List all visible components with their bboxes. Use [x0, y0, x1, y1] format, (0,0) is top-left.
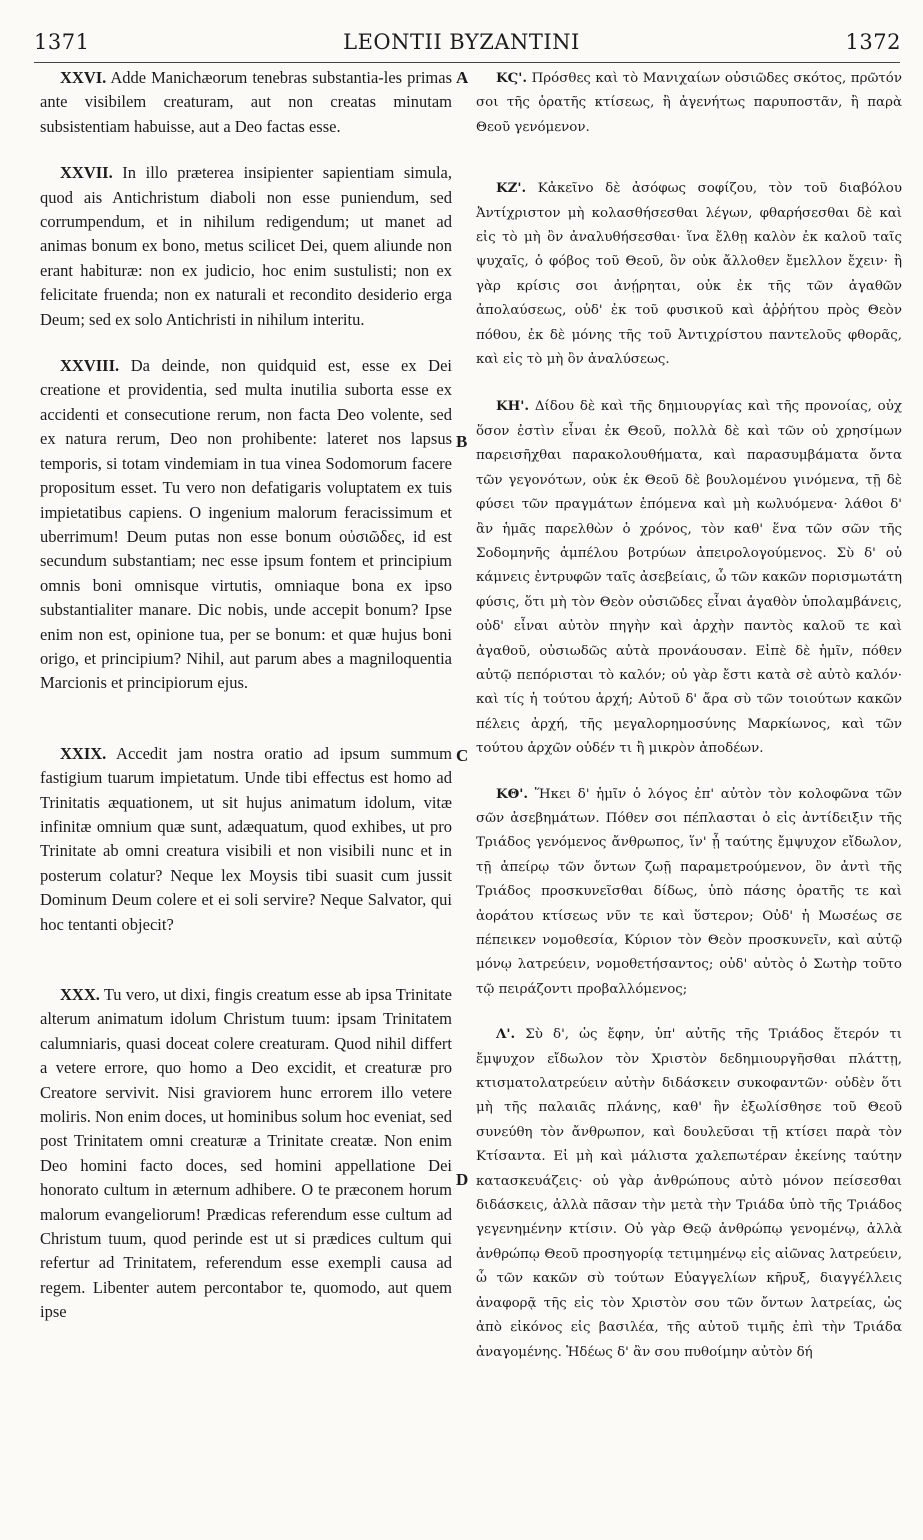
latin-column — [40, 66, 452, 1532]
section-text: Accedit jam nostra oratio ad ipsum summum fastigium tuarum impietatum. Unde tibi effectus est homo ad Trinitatis æquationem, ut sit hujus animatum idolum, vitæ infinitæ omnium quæ sunt, adæquatum, quod exhibes, ut pro Trinitate ab omni creatura visibili et non visibili nunc et in posterum colatur? Neque lex Moysis tibi suasit cum jussit Dominum Deum colere et ei soli servire? Neque Salvator, qui hoc tentanti objecit? — [40, 743, 452, 934]
margin-letter: D — [456, 1170, 469, 1189]
margin-letter: A — [456, 68, 469, 87]
section-text: Ἥκει δ' ἡμῖν ὁ λόγος ἐπ' αὐτὸν τὸν κολοφῶνα τῶν σῶν ἀσεβημάτων. Πόθεν σοι πέπλασται ὁ εἰς ἀντίδειξιν τῆς Τριάδος γενόμενος ἄνθρωπος, ἵν' ᾖ ταύτης ἔμψυχον εἴδωλον, τῇ ἀπείρῳ τῶν ὄντων ζωῇ παραμετρούμενον, ὃν ἀντὶ τῆς Τριάδος προσκυνεῖσθαι δίδως, ὑπὸ πάσης ὁρατῆς τε καὶ ἀοράτου κτίσεως νῦν τε καὶ ὕστερον; Οὐδ' ἡ Μωσέως σε πέπεικεν νομοθεσία, Κύριον τὸν Θεὸν προσκυνεῖν, καὶ αὐτῷ μόνῳ λατρεύειν, νομοθετήσαντος; οὐδ' αὐτὸς ὁ Σωτὴρ τοῦτο τῷ πειράζοντι προβαλλόμενος; — [476, 786, 902, 997]
greek-section — [476, 176, 902, 372]
section-number: ΚΖ'. — [496, 180, 527, 197]
latin-section — [40, 161, 452, 332]
section-number: ΚϚ'. — [496, 70, 528, 86]
section-number: XXIX. — [60, 743, 107, 763]
margin-letter: C — [456, 746, 469, 765]
latin-section — [40, 983, 452, 1325]
greek-column — [476, 66, 902, 1532]
running-title: LEONTII BYZANTINI — [343, 30, 580, 54]
latin-section — [40, 742, 452, 937]
section-number: XXX. — [60, 985, 100, 1004]
page-number-right: 1372 — [845, 30, 901, 54]
section-text: Σὺ δ', ὡς ἔφην, ὑπ' αὐτῆς τῆς Τριάδος ἕτερόν τι ἔμψυχον εἴδωλον τὸν Χριστὸν δεδημιουργῆσθαι πλάττῃ, κτισματολατρεύειν αὐτὴν διδάσκειν συκοφαντῶν· οὐδὲν ὅτι μὴ τῆς παλαιᾶς πλάνης, καθ' ἣν ἐξωλίσθησε τοῦ Θεοῦ συνεύθη τὸν ἄνθρωπον, καὶ δουλεῦσαι τῇ κτίσει παρὰ τὸν Κτίσαντα. Εἰ μὴ καὶ μάλιστα χαλεπωτέραν ἐκείνης ταύτην κατασκευάζεις· οὐ γὰρ ἀνθρώπους αὐτὸ μόνον πείσεσθαι διδάσκεις, ἀλλὰ πᾶσαν τὴν μετὰ τὴν Τριάδα ὑπὸ τῆς Τριάδος γεγενημένην κτίσιν. Οὐ γὰρ Θεῷ ἀνθρώπῳ γενομένῳ, ἀλλὰ ἀνθρώπῳ Θεοῦ προσηγορίᾳ τετιμημένῳ εἰς αἰῶνας λατρεύειν, ὦ τῶν κακῶν σὺ τούτων Εὐαγγελίων κῆρυξ, διαγγέλλεις ἀναφορᾷ τῆς εἰς τὸν Χριστὸν σου τῶν ὄντων λατρείας, ὡς ἀπὸ εἰκόνος εἰς βασιλέα, τῆς αὐτοῦ τιμῆς ἐπὶ τὴν Τριάδα ἀναγομένης. Ἡδέως δ' ἂν σου πυθοίμην αὐτὸν δή — [476, 1027, 902, 1360]
section-text: Adde Manichæorum tenebras substantia-les primas ante visibilem creaturam, aut non creatas minutam subsistentiam habuisse, aut a Deo factas esse. — [40, 68, 452, 136]
section-text: Δίδου δὲ καὶ τῆς δημιουργίας καὶ τῆς προνοίας, οὐχ ὅσον ἐστὶν εἶναι ἐκ Θεοῦ, πολλὰ δὲ καὶ τῶν οὐ χρησίμων παρεισῆχθαι παρακολουθήματα, καὶ παρασυμβάματα ὄντα τῶν γεγονότων, οὐκ ἐκ Θεοῦ δὲ βουλομένου γινόμενα, τῇ δὲ φύσει τῶν πραγμάτων ἑπόμενα καὶ μὴ κωλυόμενα· λάθοι δ' ἂν ἡμᾶς παρελθὼν ὁ χρόνος, τὸν καθ' ἕνα τῶν σῶν τῆς Σοδομηνῆς ἀμπέλου βοτρύων ἀπειρολογούμενος. Σὺ δ' οὐ κάμνεις ἐντρυφῶν ταῖς ἀσεβείαις, ὦ τῶν κακῶν πορισμωτάτη φύσις, ὅτι μὴ τὸν Θεὸν οὐσιῶδες εἶναι ἀγαθὸν ὑπολαμβάνεις, οὐδ' εἶναι αὐτὸν πηγὴν καὶ ἀρχὴν παντὸς καλοῦ τε καὶ ἀγαθοῦ, οὐσιωδῶς αὐτὰ προνάουσαν. Εἰπὲ δὲ ἡμῖν, πόθεν αὐτῷ πεπόρισται τὸ καλόν; οὐ γὰρ ἔστι κατὰ σὲ αὐτὸ καλόν· καὶ τίς ἡ τούτου ἀρχή; Αὐτοῦ δ' ἄρα σὺ τῶν τοιούτων κακῶν πέλεις ἀρχή, τῆς μεγαλορημοσύνης Μαρκίωνος, καὶ τῶν τούτου ἀρχῶν οὐδέν τι ἢ μικρὸν ἀποδέων. — [476, 399, 902, 757]
section-number: XXVIII. — [60, 356, 120, 376]
section-text: Πρόσθες καὶ τὸ Μανιχαίων οὐσιῶδες σκότος, πρῶτόν σοι τῆς ὁρατῆς κτίσεως, ἢ ἀγενήτως παρυποστᾶν, ἢ παρὰ Θεοῦ γενόμενον. — [476, 71, 902, 135]
latin-section — [40, 354, 452, 696]
section-number: ΚΗ'. — [496, 398, 530, 415]
section-text: Tu vero, ut dixi, fingis creatum esse ab ipsa Trinitate alterum animatum idolum Christum tuum: ipsam Trinitatem calumniaris, quasi doceat colere creaturam. Quod nihil differt a vetere errore, quo homo a Deo excidit, et creaturæ pro Creatore servivit. Nisi graviorem hunc errorem illo vetere moliris. Non enim doces, ut hominibus solum hoc eveniat, sed post Trinitatem omni creaturæ a Trinitate creatæ. Non enim Deo homini facto doces, sed homini appellatione Dei honorato cultum in æternum adhibere. O te præconem horum malorum evangeliorum! Prædicas referendum esse cultum ad Christum tuum, quod perinde est ut si prædices cultum qui refertur ad Trinitatem, referendum esse exempli causa ad regem. Libenter autem percontabor te, quomodo, aut quem ipse — [40, 985, 452, 1322]
latin-section — [40, 66, 452, 139]
margin-letter: B — [456, 432, 468, 451]
page-header — [0, 30, 923, 60]
greek-section — [476, 1022, 902, 1365]
page-number-left: 1371 — [34, 30, 90, 54]
section-text: Da deinde, non quidquid est, esse ex Dei creatione et providentia, sed multa inutilia suborta esse ex accidenti et consecutione rerum, non facta Deo volente, sed ex natura rerum, Deo non prohibente: lateret nos lapsus temporis, si totam vindemiam in tua vinea Sodomorum facere propositum esset. Tu vero non defatigaris voluptatem ex tuis impietatibus capiens. O ingenium malorum feracissimum et uberrimum! Deum putas non esse bonum οὐσιῶδες, id est secundum substantiam; nec esse ipsum fontem et principium omnis boni omnisque virtutis, omniaque bona ex ipso substantialiter manare. Dic nobis, unde accepit bonum? Ipse enim non est, opinione tua, per se bonum: et quæ hujus boni origo, et principium? Nihil, aut parum abes a magniloquentia Marcionis et principiorum ejus. — [40, 356, 452, 693]
section-number: ΚΘ'. — [496, 785, 529, 802]
greek-section — [476, 782, 902, 1003]
header-rule — [34, 62, 900, 63]
section-text: In illo præterea insipienter sapientiam simula, quod ais Antichristum diaboli non esse puniendum, sed corrumpendum, et in nihilum redigendum; ut manet ad animas bonum ex bono, metus scilicet Dei, quem aliunde non erant habituræ: non ex judicio, hoc enim sustulisti; non ex felicitate fruenda; non ex naturali et recondito desiderio erga Deum; sed ex solo Antichristi in nihilum interitu. — [40, 163, 452, 329]
section-number: XXVII. — [60, 163, 113, 183]
section-text: Κἀκεῖνο δὲ ἀσόφως σοφίζου, τὸν τοῦ διαβόλου Ἀντίχριστον μὴ κολασθήσεσθαι λέγων, φθαρήσεσθαι δὲ καὶ εἰς τὸ μὴ ὂν ἀναλυθήσεσθαι· ἵνα ἔλθῃ καλὸν ἐκ καλοῦ ταῖς ψυχαῖς, ὁ φόβος τοῦ Θεοῦ, ὃν οὐκ ἄλλοθεν ἔμελλον ἔχειν· ἢ γὰρ κρίσις σοι ἀνῄρηται, οὐκ ἐκ τῆς τῶν ἀγαθῶν ἀπολαύσεως, οὐδ' ἐκ τοῦ φυσικοῦ καὶ ἀῤῥήτου πρὸς Θεὸν πόθου, ἐκ δὲ μόνης τῆς τοῦ Ἀντιχρίστου παντελοῦς φθορᾶς, καὶ εἰς τὸ μὴ ὂν ἀναλύσεως. — [476, 181, 902, 368]
section-number: Λ'. — [496, 1026, 516, 1043]
greek-section — [476, 394, 902, 761]
greek-section — [476, 66, 902, 140]
section-number: XXVI. — [60, 68, 107, 87]
